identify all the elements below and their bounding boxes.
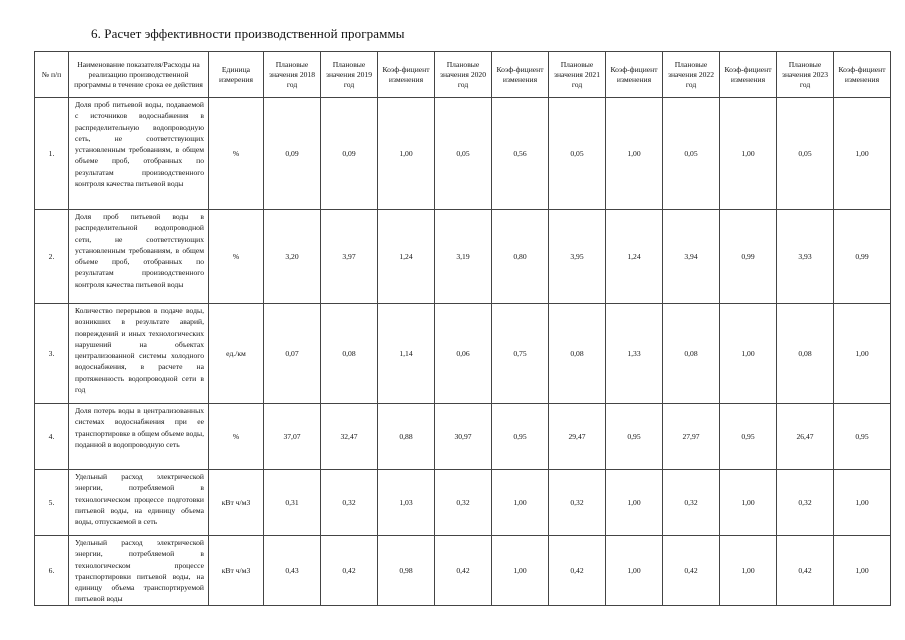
value-coef-2019: 1,03 (378, 470, 435, 536)
value-coef-2021: 1,24 (606, 210, 663, 304)
value-plan-2023: 3,93 (777, 210, 834, 304)
unit-cell: % (209, 210, 264, 304)
value-plan-2020: 0,05 (435, 98, 492, 210)
value-plan-2021: 29,47 (549, 404, 606, 470)
col-header-plan-2019: Плановые значения 2019 год (321, 52, 378, 98)
value-coef-2019: 0,98 (378, 536, 435, 606)
row-number: 2. (35, 210, 69, 304)
value-plan-2022: 27,97 (663, 404, 720, 470)
col-header-coef-2023: Коэф-фициент изменения (834, 52, 891, 98)
value-plan-2021: 0,08 (549, 304, 606, 404)
value-coef-2020: 1,00 (492, 536, 549, 606)
table-row (35, 536, 891, 606)
col-header-plan-2023: Плановые значения 2023 год (777, 52, 834, 98)
header-row (35, 52, 891, 98)
value-coef-2023: 0,99 (834, 210, 891, 304)
unit-cell: кВт ч/м3 (209, 470, 264, 536)
value-plan-2021: 0,32 (549, 470, 606, 536)
row-number: 4. (35, 404, 69, 470)
value-plan-2019: 32,47 (321, 404, 378, 470)
efficiency-table (34, 51, 891, 606)
value-coef-2019: 1,00 (378, 98, 435, 210)
indicator-name: Удельный расход электрической энергии, потребляемой в технологическом процессе транспортировки питьевой воды, на единицу объема транспортируемой питьевой воды (69, 536, 209, 606)
value-plan-2018: 3,20 (264, 210, 321, 304)
value-coef-2022: 0,99 (720, 210, 777, 304)
value-plan-2023: 0,42 (777, 536, 834, 606)
value-coef-2020: 0,75 (492, 304, 549, 404)
row-number: 5. (35, 470, 69, 536)
row-number: 3. (35, 304, 69, 404)
value-coef-2023: 0,95 (834, 404, 891, 470)
table-row (35, 470, 891, 536)
table-row (35, 404, 891, 470)
value-plan-2019: 0,09 (321, 98, 378, 210)
value-coef-2021: 1,33 (606, 304, 663, 404)
value-plan-2022: 0,42 (663, 536, 720, 606)
value-plan-2019: 0,42 (321, 536, 378, 606)
col-header-plan-2018: Плановые значения 2018 год (264, 52, 321, 98)
indicator-name: Количество перерывов в подаче воды, возникших в результате аварий, повреждений и иных технологических нарушений на объектах централизованной системы холодного водоснабжения, в расчете на протяженность водопроводной сети в год (69, 304, 209, 404)
row-number: 1. (35, 98, 69, 210)
value-plan-2018: 37,07 (264, 404, 321, 470)
value-coef-2021: 1,00 (606, 536, 663, 606)
value-plan-2018: 0,31 (264, 470, 321, 536)
value-plan-2023: 0,08 (777, 304, 834, 404)
value-coef-2023: 1,00 (834, 304, 891, 404)
indicator-name: Доля потерь воды в централизованных системах водоснабжения при ее транспортировке в общем объеме воды, поданной в водопроводную сеть (69, 404, 209, 470)
value-coef-2022: 1,00 (720, 304, 777, 404)
value-plan-2018: 0,43 (264, 536, 321, 606)
value-plan-2020: 0,32 (435, 470, 492, 536)
col-header-coef-2020: Коэф-фициент изменения (492, 52, 549, 98)
value-coef-2021: 1,00 (606, 470, 663, 536)
value-plan-2020: 0,06 (435, 304, 492, 404)
col-header-plan-2020: Плановые значения 2020 год (435, 52, 492, 98)
col-header-coef-2019: Коэф-фициент изменения (378, 52, 435, 98)
value-coef-2022: 1,00 (720, 98, 777, 210)
value-coef-2020: 0,80 (492, 210, 549, 304)
value-plan-2018: 0,07 (264, 304, 321, 404)
value-coef-2021: 1,00 (606, 98, 663, 210)
value-plan-2022: 0,32 (663, 470, 720, 536)
col-header-number: № п/п (35, 52, 69, 98)
col-header-unit: Единица измерения (209, 52, 264, 98)
value-coef-2019: 1,24 (378, 210, 435, 304)
unit-cell: ед./км (209, 304, 264, 404)
col-header-indicator: Наименование показателя/Расходы на реализацию производственной программы в течение срока ее действия (69, 52, 209, 98)
page-title: 6. Расчет эффективности производственной программы (91, 26, 405, 41)
value-plan-2021: 3,95 (549, 210, 606, 304)
value-coef-2022: 1,00 (720, 536, 777, 606)
table-row (35, 98, 891, 210)
value-coef-2023: 1,00 (834, 98, 891, 210)
col-header-plan-2021: Плановые значения 2021 год (549, 52, 606, 98)
value-coef-2020: 0,95 (492, 404, 549, 470)
value-plan-2020: 30,97 (435, 404, 492, 470)
value-coef-2023: 1,00 (834, 470, 891, 536)
value-plan-2023: 0,32 (777, 470, 834, 536)
indicator-name: Доля проб питьевой воды в распределительной водопроводной сети, не соответствующих установленным требованиям, в общем объеме проб, отобранных по результатам производственного контроля качества питьевой воды (69, 210, 209, 304)
value-coef-2022: 1,00 (720, 470, 777, 536)
unit-cell: % (209, 98, 264, 210)
value-coef-2020: 1,00 (492, 470, 549, 536)
value-plan-2022: 0,05 (663, 98, 720, 210)
value-coef-2022: 0,95 (720, 404, 777, 470)
unit-cell: кВт ч/м3 (209, 536, 264, 606)
value-plan-2019: 3,97 (321, 210, 378, 304)
value-plan-2022: 0,08 (663, 304, 720, 404)
value-coef-2021: 0,95 (606, 404, 663, 470)
col-header-coef-2021: Коэф-фициент изменения (606, 52, 663, 98)
value-plan-2019: 0,32 (321, 470, 378, 536)
value-plan-2019: 0,08 (321, 304, 378, 404)
indicator-name: Удельный расход электрической энергии, потребляемой в технологическом процессе подготовки питьевой воды, на единицу объема воды, отпускаемой в сеть (69, 470, 209, 536)
table-row (35, 304, 891, 404)
value-coef-2020: 0,56 (492, 98, 549, 210)
row-number: 6. (35, 536, 69, 606)
value-plan-2020: 0,42 (435, 536, 492, 606)
table-row (35, 210, 891, 304)
unit-cell: % (209, 404, 264, 470)
value-plan-2023: 0,05 (777, 98, 834, 210)
col-header-plan-2022: Плановые значения 2022 год (663, 52, 720, 98)
value-plan-2021: 0,42 (549, 536, 606, 606)
value-plan-2023: 26,47 (777, 404, 834, 470)
value-plan-2021: 0,05 (549, 98, 606, 210)
indicator-name: Доля проб питьевой воды, подаваемой с источников водоснабжения в распределительную водопроводную сеть, не соответствующих установленным требованиям, в общем объеме проб, отобранных по результатам производственного контроля качества питьевой воды (69, 98, 209, 210)
value-plan-2020: 3,19 (435, 210, 492, 304)
value-coef-2023: 1,00 (834, 536, 891, 606)
value-coef-2019: 1,14 (378, 304, 435, 404)
col-header-coef-2022: Коэф-фициент изменения (720, 52, 777, 98)
value-coef-2019: 0,88 (378, 404, 435, 470)
value-plan-2018: 0,09 (264, 98, 321, 210)
value-plan-2022: 3,94 (663, 210, 720, 304)
